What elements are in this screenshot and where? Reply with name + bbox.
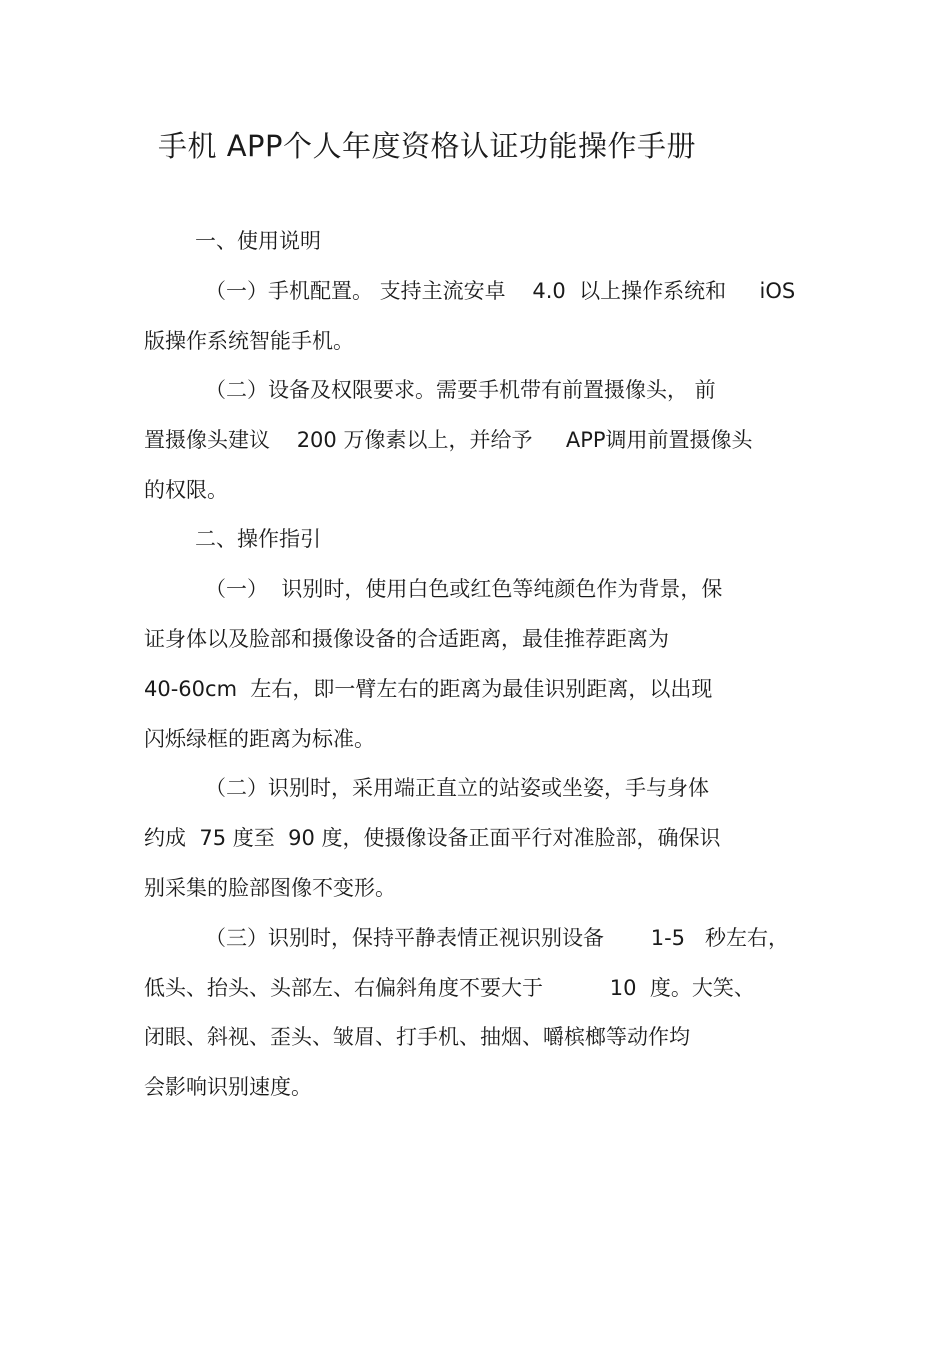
paragraph-line: （一） 识别时，使用白色或红色等纯颜色作为背景，保 [205,577,723,601]
paragraph-line: 会影响识别速度。 [144,1075,312,1099]
paragraph-line: 闭眼、斜视、歪头、皱眉、打手机、抽烟、嚼槟榔等动作均 [144,1025,690,1049]
paragraph-line: 证身体以及脸部和摄像设备的合适距离，最佳推荐距离为 [144,627,669,651]
paragraph-line: （一）手机配置。 支持主流安卓 4.0 以上操作系统和 iOS [205,279,796,303]
paragraph-line: 别采集的脸部图像不变形。 [144,876,396,900]
paragraph-line: 的权限。 [144,478,228,502]
paragraph-line: （二）识别时，采用端正直立的站姿或坐姿，手与身体 [205,776,709,800]
paragraph-line: （二）设备及权限要求。需要手机带有前置摄像头， 前 [205,378,716,402]
document-title: 手机 APP个人年度资格认证功能操作手册 [158,129,697,163]
paragraph-line: 40-60cm 左右，即一臂左右的距离为最佳识别距离，以出现 [144,677,713,701]
section-heading-guide: 二、操作指引 [195,527,321,551]
paragraph-line: 闪烁绿框的距离为标准。 [144,727,375,751]
paragraph-line: 约成 75 度至 90 度，使摄像设备正面平行对准脸部，确保识 [144,826,721,850]
section-heading-usage: 一、使用说明 [195,229,321,253]
paragraph-line: 低头、抬头、头部左、右偏斜角度不要大于 10 度。大笑、 [144,976,755,1000]
paragraph-line: （三）识别时，保持平静表情正视识别设备 1-5 秒左右， [205,926,790,950]
paragraph-line: 置摄像头建议 200 万像素以上，并给予 APP调用前置摄像头 [144,428,753,452]
paragraph-line: 版操作系统智能手机。 [144,329,354,353]
